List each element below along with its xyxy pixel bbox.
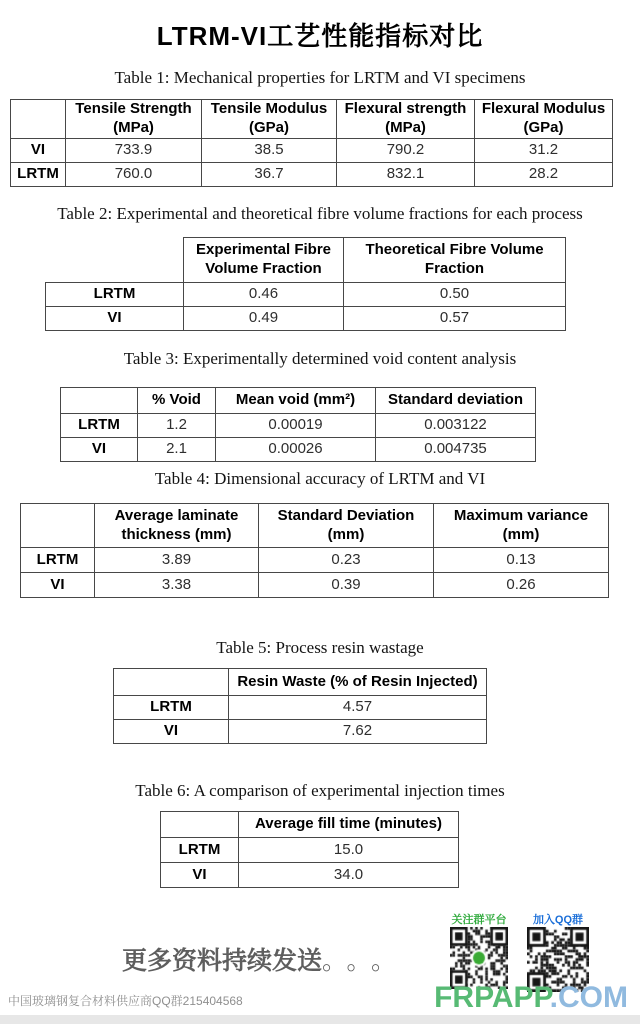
table1-cell: 733.9 <box>66 138 202 162</box>
table2-cell: 0.50 <box>344 283 566 307</box>
site-logo <box>434 981 628 1015</box>
table5-cell: 7.62 <box>229 720 487 744</box>
table3-row-label: LRTM <box>61 414 138 438</box>
table2-cell: 0.46 <box>184 283 344 307</box>
table1-cell: 28.2 <box>475 162 613 186</box>
site-logo-tld: .COM <box>549 981 628 1014</box>
table5-row-label: VI <box>114 720 229 744</box>
table2-header: Theoretical Fibre Volume Fraction <box>344 238 566 283</box>
table1-cell: 31.2 <box>475 138 613 162</box>
table1-row-label: LRTM <box>11 162 66 186</box>
table3-cell: 0.004735 <box>376 438 536 462</box>
table6-caption: Table 6: A comparison of experimental injection times <box>135 781 505 800</box>
table1-cell: 790.2 <box>337 138 475 162</box>
table4-header: Maximum variance (mm) <box>434 504 609 548</box>
table6-row-label: VI <box>161 863 239 888</box>
table6-injection-times <box>160 811 459 888</box>
qq-group-label: 加入QQ群 <box>532 914 584 926</box>
table3-row-label: VI <box>61 438 138 462</box>
table5-corner-cell <box>114 669 229 696</box>
table3-cell: 0.00026 <box>216 438 376 462</box>
table3-cell: 1.2 <box>138 414 216 438</box>
table1-caption: Table 1: Mechanical properties for LRTM and VI specimens <box>114 68 526 87</box>
table3-header: Standard deviation <box>376 388 536 414</box>
table1-header: Tensile Modulus (GPa) <box>202 100 337 139</box>
table2-cell: 0.49 <box>184 307 344 331</box>
table5-row-label: LRTM <box>114 696 229 720</box>
table4-cell: 0.13 <box>434 548 609 573</box>
table4-header: Standard Deviation (mm) <box>259 504 434 548</box>
table1-mechanical-properties <box>10 99 613 187</box>
table3-header: % Void <box>138 388 216 414</box>
promo-text-main: 更多资料持续发送 <box>122 947 323 975</box>
table4-corner-cell <box>21 504 95 548</box>
table2-corner-cell <box>46 238 184 283</box>
table2-row-label: LRTM <box>46 283 184 307</box>
table4-row-label: VI <box>21 573 95 598</box>
promo-text <box>122 941 408 977</box>
table3-void-content <box>60 387 536 462</box>
table4-row-label: LRTM <box>21 548 95 573</box>
table1-header: Tensile Strength (MPa) <box>66 100 202 139</box>
table2-fibre-volume-fractions <box>45 237 566 331</box>
table5-resin-wastage <box>113 668 487 744</box>
table1-cell: 38.5 <box>202 138 337 162</box>
table1-header: Flexural Modulus (GPa) <box>475 100 613 139</box>
page-title: LTRM-VI工艺性能指标对比 <box>156 21 484 51</box>
table1-header: Flexural strength (MPa) <box>337 100 475 139</box>
table6-row-label: LRTM <box>161 838 239 863</box>
table4-cell: 3.38 <box>95 573 259 598</box>
table3-cell: 0.00019 <box>216 414 376 438</box>
table1-cell: 760.0 <box>66 162 202 186</box>
wechat-group-label: 关注群平台 <box>451 914 507 926</box>
table4-cell: 0.39 <box>259 573 434 598</box>
table1-cell: 36.7 <box>202 162 337 186</box>
table4-cell: 0.23 <box>259 548 434 573</box>
table4-cell: 0.26 <box>434 573 609 598</box>
table3-caption: Table 3: Experimentally determined void content analysis <box>123 349 517 368</box>
table2-header: Experimental Fibre Volume Fraction <box>184 238 344 283</box>
supplier-qq-text: 中国玻璃钢复合材料供应商QQ群215404568 <box>8 994 243 1008</box>
table4-dimensional-accuracy <box>20 503 609 598</box>
table4-caption: Table 4: Dimensional accuracy of LRTM and VI <box>154 469 486 488</box>
table2-caption: Table 2: Experimental and theoretical fibre volume fractions for each process <box>57 204 583 223</box>
table3-cell: 2.1 <box>138 438 216 462</box>
table2-cell: 0.57 <box>344 307 566 331</box>
table2-row-label: VI <box>46 307 184 331</box>
bottom-bar <box>0 1015 640 1024</box>
table5-header: Resin Waste (% of Resin Injected) <box>229 669 487 696</box>
table5-caption: Table 5: Process resin wastage <box>216 638 424 657</box>
table3-cell: 0.003122 <box>376 414 536 438</box>
promo-text-dots: 。。。 <box>322 947 409 975</box>
site-logo-name: FRPAPP <box>434 981 550 1014</box>
table6-header: Average fill time (minutes) <box>239 812 459 838</box>
table6-corner-cell <box>161 812 239 838</box>
table3-header: Mean void (mm²) <box>216 388 376 414</box>
qr-code-wechat-group <box>450 927 508 989</box>
table4-cell: 3.89 <box>95 548 259 573</box>
table1-cell: 832.1 <box>337 162 475 186</box>
table3-corner-cell <box>61 388 138 414</box>
table6-cell: 34.0 <box>239 863 459 888</box>
table4-header: Average laminate thickness (mm) <box>95 504 259 548</box>
table5-cell: 4.57 <box>229 696 487 720</box>
table1-row-label: VI <box>11 138 66 162</box>
table6-cell: 15.0 <box>239 838 459 863</box>
table1-corner-cell <box>11 100 66 139</box>
